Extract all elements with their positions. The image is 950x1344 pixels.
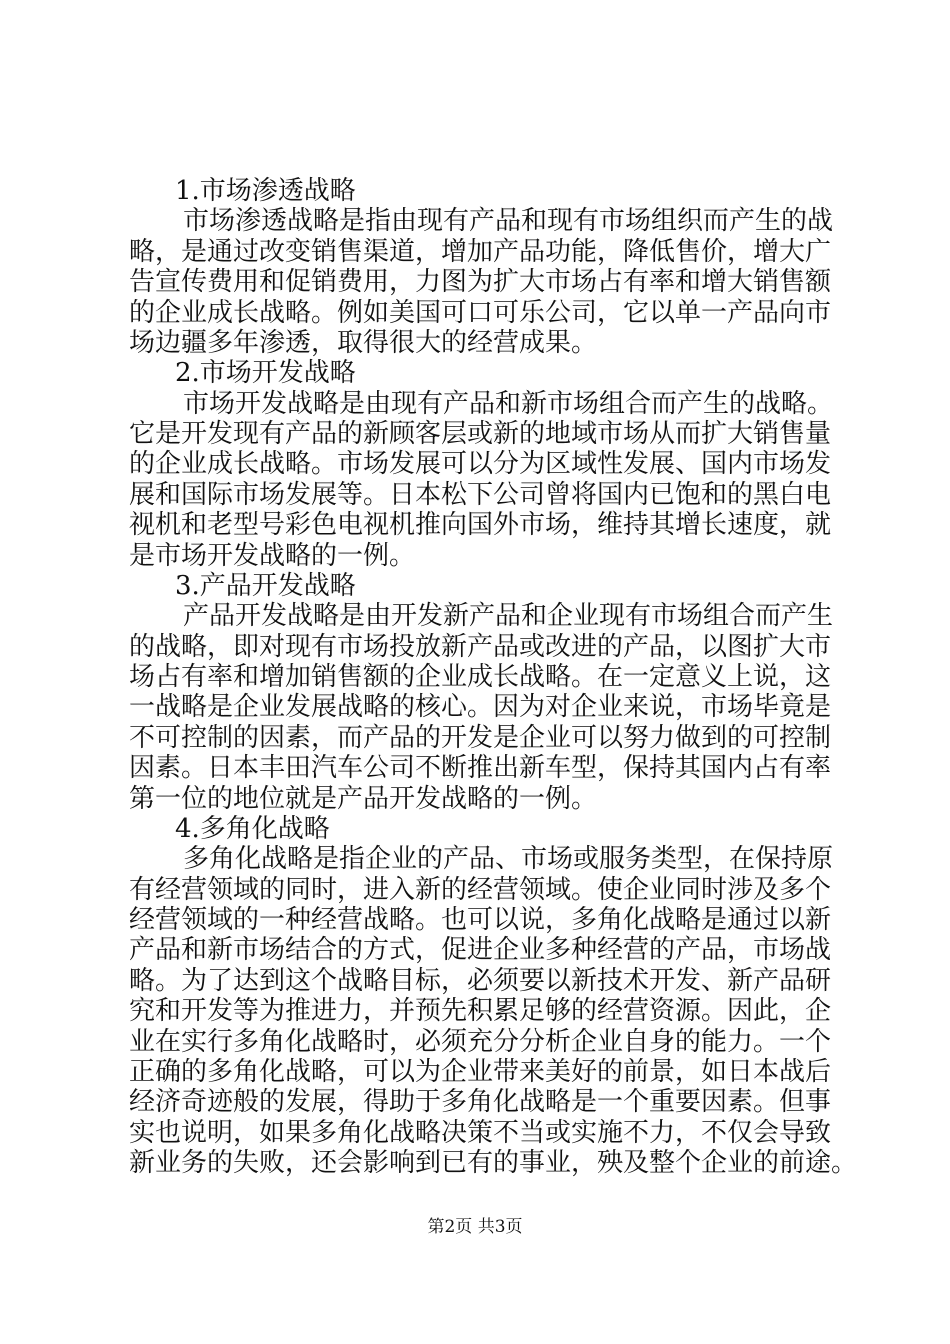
page-footer: 第2页 共3页 <box>427 1217 523 1237</box>
section-heading: 1.市场渗透战略 <box>175 176 356 206</box>
paragraph-line: 经济奇迹般的发展，得助于多角化战略是一个重要因素。但事 <box>129 1087 832 1117</box>
paragraph-line: 略。为了达到这个战略目标，必须要以新技术开发、新产品研 <box>129 966 832 996</box>
paragraph-line: 因素。日本丰田汽车公司不断推出新车型，保持其国内占有率 <box>129 753 832 783</box>
paragraph-line: 多角化战略是指企业的产品、市场或服务类型，在保持原 <box>183 844 834 874</box>
paragraph-line: 场边疆多年渗透，取得很大的经营成果。 <box>129 328 598 358</box>
paragraph-line: 经营领域的一种经营战略。也可以说，多角化战略是通过以新 <box>129 905 832 935</box>
paragraph-line: 视机和老型号彩色电视机推向国外市场，维持其增长速度，就 <box>129 510 832 540</box>
paragraph-line: 究和开发等为推进力，并预先积累足够的经营资源。因此，企 <box>129 996 832 1026</box>
paragraph-line: 告宣传费用和促销费用，力图为扩大市场占有率和增大销售额 <box>129 267 832 297</box>
section-heading: 2.市场开发战略 <box>175 358 356 388</box>
paragraph-line: 略，是通过改变销售渠道，增加产品功能，降低售价，增大广 <box>129 237 832 267</box>
paragraph-line: 市场渗透战略是指由现有产品和现有市场组织而产生的战 <box>183 206 834 236</box>
paragraph-line: 场占有率和增加销售额的企业成长战略。在一定意义上说，这 <box>129 662 832 692</box>
paragraph-line: 实也说明，如果多角化战略决策不当或实施不力，不仅会导致 <box>129 1118 832 1148</box>
paragraph-line: 它是开发现有产品的新顾客层或新的地域市场从而扩大销售量 <box>129 419 832 449</box>
paragraph-line: 产品和新市场结合的方式，促进企业多种经营的产品，市场战 <box>129 935 832 965</box>
paragraph-line: 不可控制的因素，而产品的开发是企业可以努力做到的可控制 <box>129 723 832 753</box>
paragraph-line: 正确的多角化战略，可以为企业带来美好的前景，如日本战后 <box>129 1057 832 1087</box>
paragraph-line: 新业务的失败，还会影响到已有的事业，殃及整个企业的前途。 <box>129 1148 858 1178</box>
section-heading: 4.多角化战略 <box>175 814 330 844</box>
paragraph-line: 的战略，即对现有市场投放新产品或改进的产品，以图扩大市 <box>129 632 832 662</box>
paragraph-line: 一战略是企业发展战略的核心。因为对企业来说，市场毕竟是 <box>129 692 832 722</box>
paragraph-line: 展和国际市场发展等。日本松下公司曾将国内已饱和的黑白电 <box>129 480 832 510</box>
paragraph-line: 市场开发战略是由现有产品和新市场组合而产生的战略。 <box>183 389 834 419</box>
paragraph-line: 有经营领域的同时，进入新的经营领域。使企业同时涉及多个 <box>129 875 832 905</box>
paragraph-line: 的企业成长战略。市场发展可以分为区域性发展、国内市场发 <box>129 449 832 479</box>
paragraph-line: 第一位的地位就是产品开发战略的一例。 <box>129 784 598 814</box>
paragraph-line: 产品开发战略是由开发新产品和企业现有市场组合而产生 <box>183 601 834 631</box>
paragraph-line: 业在实行多角化战略时，必须充分分析企业自身的能力。一个 <box>129 1027 832 1057</box>
paragraph-line: 的企业成长战略。例如美国可口可乐公司，它以单一产品向市 <box>129 298 832 328</box>
section-heading: 3.产品开发战略 <box>175 571 356 601</box>
paragraph-line: 是市场开发战略的一例。 <box>129 541 416 571</box>
